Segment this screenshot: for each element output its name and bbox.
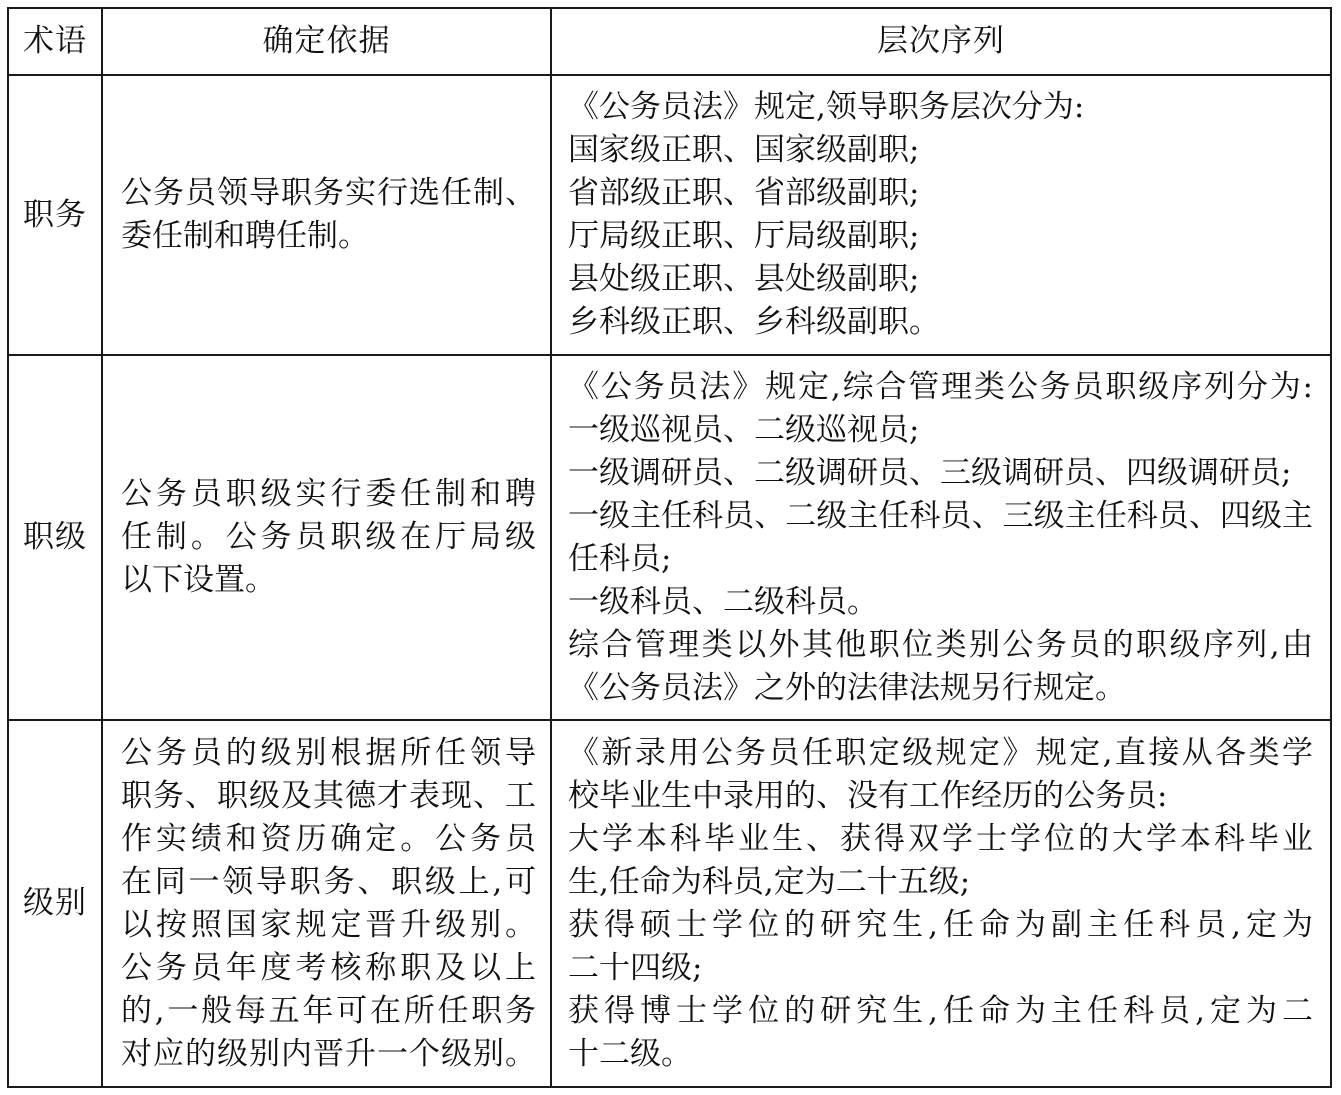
text-line: 任科员; — [568, 540, 672, 577]
text-line: 大学本科毕业生、获得双学士学位的大学本科毕业 — [568, 820, 1313, 857]
comparison-table — [7, 7, 1332, 1088]
text-line: 一级巡视员、二级巡视员; — [568, 411, 920, 448]
text-line: 委任制和聘任制。 — [121, 218, 369, 254]
text-line: 获得博士学位的研究生,任命为主任科员,定为二 — [568, 992, 1313, 1029]
basis-cell — [103, 721, 552, 1086]
text-line: 综合管理类以外其他职位类别公务员的职级序列,由 — [568, 626, 1313, 663]
sequence-cell — [552, 721, 1330, 1086]
text-line: 十二级。 — [568, 1035, 692, 1072]
header-cell-term — [9, 9, 103, 76]
text-line: 《公务员法》规定,领导职务层次分为: — [568, 89, 1085, 125]
text-line: 公务员年度考核称职及以上 — [121, 949, 536, 986]
text-line: 作实绩和资历确定。公务员 — [121, 820, 536, 857]
text-line: 职务、职级及其德才表现、工 — [121, 777, 536, 814]
text-line: 一级调研员、二级调研员、三级调研员、四级调研员; — [568, 454, 1292, 491]
text-line: 公务员的级别根据所任领导 — [121, 734, 536, 771]
basis-cell — [103, 356, 552, 721]
term-label: 职务 — [23, 196, 87, 233]
basis-cell — [103, 76, 552, 356]
header-label: 层次序列 — [877, 23, 1005, 59]
text-line: 的,一般每五年可在所任职务 — [121, 992, 536, 1029]
term-cell — [9, 721, 103, 1086]
header-cell-sequence — [552, 9, 1330, 76]
text-line: 《新录用公务员任职定级规定》规定,直接从各类学 — [568, 734, 1313, 771]
text-line: 以按照国家规定晋升级别。 — [121, 906, 536, 943]
header-label: 确定依据 — [262, 23, 391, 59]
text-line: 任制。公务员职级在厅局级 — [121, 519, 536, 555]
text-line: 生,任命为科员,定为二十五级; — [568, 863, 971, 900]
text-line: 校毕业生中录用的、没有工作经历的公务员: — [568, 777, 1168, 814]
text-line: 对应的级别内晋升一个级别。 — [121, 1035, 536, 1072]
sequence-cell — [552, 356, 1330, 721]
term-cell — [9, 356, 103, 721]
text-line: 《公务员法》之外的法律法规另行规定。 — [568, 669, 1126, 706]
text-line: 县处级正职、县处级副职; — [568, 261, 920, 297]
text-line: 国家级正职、国家级副职; — [568, 132, 920, 168]
text-line: 厅局级正职、厅局级副职; — [568, 218, 920, 254]
text-line: 公务员职级实行委任制和聘 — [121, 476, 536, 512]
sequence-cell — [552, 76, 1330, 356]
text-line: 二十四级; — [568, 949, 703, 986]
text-line: 乡科级正职、乡科级副职。 — [568, 304, 940, 340]
text-line: 在同一领导职务、职级上,可 — [121, 863, 536, 900]
text-line: 一级科员、二级科员。 — [568, 583, 878, 620]
text-line: 获得硕士学位的研究生,任命为副主任科员,定为 — [568, 906, 1313, 943]
term-label: 职级 — [23, 519, 87, 555]
header-cell-basis — [103, 9, 552, 76]
text-line: 以下设置。 — [121, 562, 276, 598]
text-line: 一级主任科员、二级主任科员、三级主任科员、四级主 — [568, 497, 1313, 534]
text-line: 省部级正职、省部级副职; — [568, 175, 920, 211]
text-line: 《公务员法》规定,综合管理类公务员职级序列分为: — [568, 368, 1313, 405]
term-cell — [9, 76, 103, 356]
term-label: 级别 — [23, 885, 87, 921]
header-label: 术语 — [23, 23, 87, 59]
text-line: 公务员领导职务实行选任制、 — [121, 175, 536, 211]
